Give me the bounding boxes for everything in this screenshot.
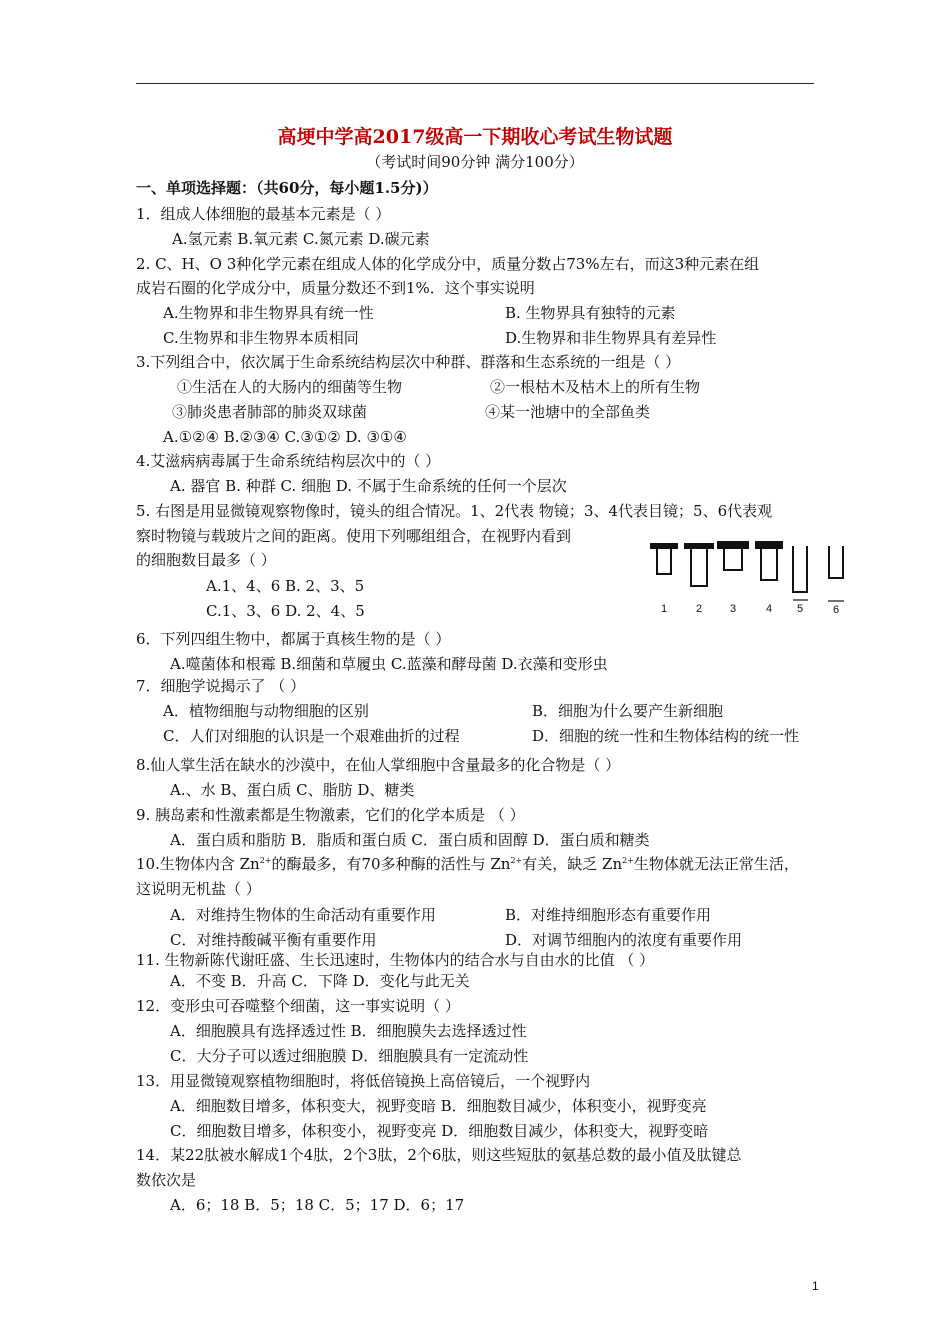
text-line-q9o: A．蛋白质和脂肪 B．脂质和蛋白质 C．蛋白质和固醇 D．蛋白质和糖类	[170, 831, 650, 849]
text-line-q3i2: ②一根枯木及枯木上的所有生物	[490, 378, 701, 396]
lens-label-5: 5	[796, 603, 804, 615]
text-line-q7o2: B．细胞为什么要产生新细胞	[532, 702, 724, 720]
text-line-q5c: 的细胞数目最多（ ）	[136, 551, 276, 569]
q10-text-4: 生物体就无法正常生活，	[633, 855, 799, 873]
lens-label-6: 6	[832, 604, 840, 616]
text-line-q6: 6．下列四组生物中，都属于真核生物的是（ ）	[136, 630, 451, 648]
text-line-q5a: 5. 右图是用显微镜观察物像时，镜头的组合情况。1、2代表 物镜；3、4代表目镜；5、6代表观	[136, 502, 773, 520]
lens-label-3: 3	[729, 603, 737, 615]
text-line-q5o2: C.1、3、6 D. 2、4、5	[206, 602, 365, 620]
text-line-q5o1: A.1、4、6 B. 2、3、5	[206, 577, 365, 595]
text-line-q1: 1．组成人体细胞的最基本元素是（ ）	[136, 205, 391, 223]
text-line-q12: 12．变形虫可吞噬整个细菌，这一事实说明（ ）	[136, 997, 460, 1015]
text-line-q14a: 14．某22肽被水解成1个4肽，2个3肽，2个6肽，则这些短肽的氨基总数的最小值及肽键总	[136, 1146, 742, 1164]
distance-6	[829, 546, 843, 578]
distance-5	[793, 546, 807, 592]
text-line-q2o1: A.生物界和非生物界具有统一性	[163, 304, 374, 322]
text-line-q13o2: C．细胞数目增多，体积变小，视野变亮 D．细胞数目减少，体积变大，视野变暗	[170, 1122, 709, 1140]
text-line-q10o3: C．对维持酸碱平衡有重要作用	[170, 931, 377, 949]
text-line-q1o: A.氢元素 B.氧元素 C.氮元素 D.碳元素	[172, 230, 430, 248]
text-line-q2o4: D.生物界和非生物界具有差异性	[505, 329, 717, 347]
lens-4-body	[761, 548, 777, 580]
exam-title: 高埂中学高2017级高一下期收心考试生物试题	[277, 126, 673, 148]
text-line-sec1: 一、单项选择题：（共60分，每小题1.5分)）	[136, 179, 438, 197]
q10-sup-1: 2+	[259, 856, 272, 865]
text-line-q11o: A．不变 B．升高 C．下降 D．变化与此无关	[170, 972, 470, 990]
text-line-q7: 7．细胞学说揭示了 （ ）	[136, 677, 306, 695]
text-line-q14b: 数依次是	[136, 1171, 197, 1189]
lens-3-cap	[718, 542, 748, 548]
text-line-q4: 4.艾滋病病毒属于生命系统结构层次中的（ ）	[136, 452, 441, 470]
text-line-q3o: A.①②④ B.②③④ C.③①② D. ③①④	[163, 428, 407, 446]
text-line-q11: 11. 生物新陈代谢旺盛、生长迅速时，生物体内的结合水与自由水的比值 （ ）	[136, 951, 655, 969]
text-line-q6o: A.噬菌体和根霉 B.细菌和草履虫 C.蓝藻和酵母菌 D.衣藻和变形虫	[170, 655, 608, 673]
header-rule	[136, 83, 814, 84]
microscope-lens-figure	[642, 532, 852, 618]
q10-text-3: 有关，缺乏 Zn	[522, 855, 623, 873]
text-line-q7o4: D．细胞的统一性和生物体结构的统一性	[532, 727, 800, 745]
text-line-q8o: A.、水 B、蛋白质 C、脂肪 D、糖类	[170, 781, 415, 799]
lens-label-1: 1	[660, 603, 668, 615]
text-line-q7o3: C．人们对细胞的认识是一个艰难曲折的过程	[163, 727, 460, 745]
text-line-q3i3: ③肺炎患者肺部的肺炎双球菌	[172, 403, 368, 421]
lens-2-cap	[685, 544, 713, 548]
text-line-q10o2: B．对维持细胞形态有重要作用	[505, 906, 712, 924]
text-line-q8: 8.仙人掌生活在缺水的沙漠中，在仙人掌细胞中含量最多的化合物是（ ）	[136, 756, 621, 774]
q10-sup-2: 2+	[510, 856, 523, 865]
text-line-q14o: A．6；18 B．5；18 C．5；17 D．6；17	[170, 1196, 465, 1214]
text-line-q3: 3.下列组合中，依次属于生命系统结构层次中种群、群落和生态系统的一组是（ ）	[136, 353, 681, 371]
lens-4-cap	[756, 542, 782, 548]
text-line-q13: 13．用显微镜观察植物细胞时，将低倍镜换上高倍镜后，一个视野内	[136, 1072, 591, 1090]
page-number: 1	[812, 1279, 819, 1293]
exam-subtitle: （考试时间90分钟 满分100分）	[366, 153, 584, 171]
text-line-q9: 9. 胰岛素和性激素都是生物激素，它们的化学本质是 （ ）	[136, 806, 525, 824]
text-line-q2o3: C.生物界和非生物界本质相同	[163, 329, 359, 347]
lens-label-4: 4	[765, 603, 773, 615]
text-line-q2b: 成岩石圈的化学成分中，质量分数还不到1%．这个事实说明	[136, 279, 535, 297]
text-line-q10b: 这说明无机盐（ ）	[136, 880, 261, 898]
text-line-q3i4: ④某一池塘中的全部鱼类	[485, 403, 651, 421]
text-line-q12o1: A．细胞膜具有选择透过性 B．细胞膜失去选择透过性	[170, 1022, 527, 1040]
text-line-q2a: 2. C、H、O 3种化学元素在组成人体的化学成分中，质量分数占73%左右，而这3种元素在组	[136, 255, 760, 273]
lens-1-body	[657, 548, 671, 574]
text-line-q10o4: D．对调节细胞内的浓度有重要作用	[505, 931, 743, 949]
lens-3-body	[724, 548, 742, 570]
text-line-q7o1: A．植物细胞与动物细胞的区别	[163, 702, 369, 720]
q10-sup-3: 2+	[622, 856, 634, 865]
lens-1-cap	[651, 544, 677, 548]
text-line-q2o2: B. 生物界具有独特的元素	[505, 304, 676, 322]
lens-2-body	[691, 548, 707, 586]
text-line-q4o: A. 器官 B. 种群 C. 细胞 D. 不属于生命系统的任何一个层次	[170, 477, 567, 495]
q10-text-1: 10.生物体内含 Zn	[136, 855, 260, 873]
text-line-q12o2: C．大分子可以透过细胞膜 D．细胞膜具有一定流动性	[170, 1047, 529, 1065]
lens-label-2: 2	[695, 603, 703, 615]
text-line-q5b: 察时物镜与载玻片之间的距离。使用下列哪组组合，在视野内看到	[136, 527, 572, 545]
text-line-q13o1: A．细胞数目增多，体积变大，视野变暗 B．细胞数目减少，体积变小，视野变亮	[170, 1097, 707, 1115]
q10-text-2: 的酶最多，有70多种酶的活性与 Zn	[271, 855, 511, 873]
text-line-q10o1: A．对维持生物体的生命活动有重要作用	[170, 906, 436, 924]
question-10-line-1	[136, 854, 799, 874]
text-line-q3i1: ①生活在人的大肠内的细菌等生物	[177, 378, 403, 396]
